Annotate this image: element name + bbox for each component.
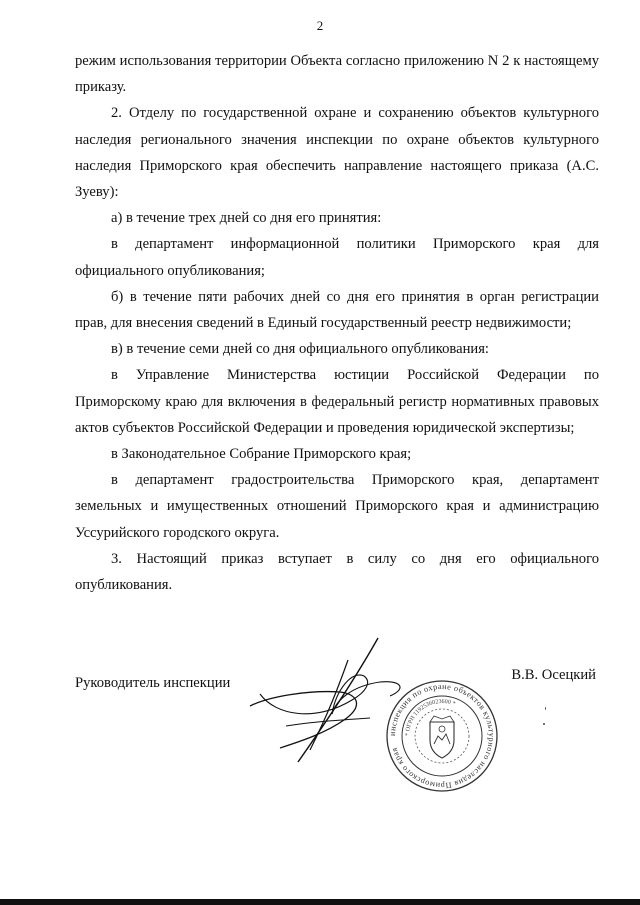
paragraph-recipient-urban-planning: в департамент градостроительства Приморского края, департамент земельных и имущественных отношений Приморского края и администрацию Уссурийского городского округа. <box>75 472 599 541</box>
scan-speck <box>545 707 546 710</box>
svg-text:инспекция по охране объектов к: инспекция по охране объектов культурного наследия Приморского края <box>387 681 497 791</box>
paragraph-continuation: режим использования территории Объекта согласно приложению N 2 к настоящему приказу. <box>75 53 599 96</box>
paragraph-subitem-v: в) в течение семи дней со дня официального опубликования: <box>111 341 489 358</box>
signatory-title: Руководитель инспекции <box>75 675 231 691</box>
svg-text:* ОГРН 1192536023600 *: * ОГРН 1192536023600 * <box>404 698 457 737</box>
document-body <box>75 48 599 598</box>
scan-speck <box>543 723 545 725</box>
paragraph-subitem-a: а) в течение трех дней со дня его принятия: <box>111 210 382 227</box>
paragraph-item-3: 3. Настоящий приказ вступает в силу со дня его официального опубликования. <box>75 550 599 594</box>
paragraph-subitem-b: б) в течение пяти рабочих дней со дня его принятия в орган регистрации прав, для внесения сведений в Единый государственный реестр недвижимости; <box>75 288 599 332</box>
paragraph-recipient-justice: в Управление Министерства юстиции Российской Федерации по Приморскому краю для включения в федеральный регистр нормативных правовых актов субъектов Российской Федерации и проведения юридической экспертизы; <box>75 367 599 436</box>
signatory-name: В.В. Осецкий <box>511 667 596 683</box>
official-seal <box>384 678 500 794</box>
coat-of-arms-emblem <box>430 716 454 758</box>
paragraph-recipient-info-policy: в департамент информационной политики Приморского края для официального опубликования; <box>75 236 599 279</box>
page-number: 2 <box>316 18 324 33</box>
paragraph-recipient-assembly: в Законодательное Собрание Приморского края; <box>111 446 412 463</box>
scan-bottom-edge <box>0 899 640 905</box>
paragraph-item-2: 2. Отделу по государственной охране и сохранению объектов культурного наследия регионального значения инспекции по охране объектов культурного наследия Приморского края обеспечить направление настоящего приказа (А.С. Зуеву): <box>75 105 599 201</box>
